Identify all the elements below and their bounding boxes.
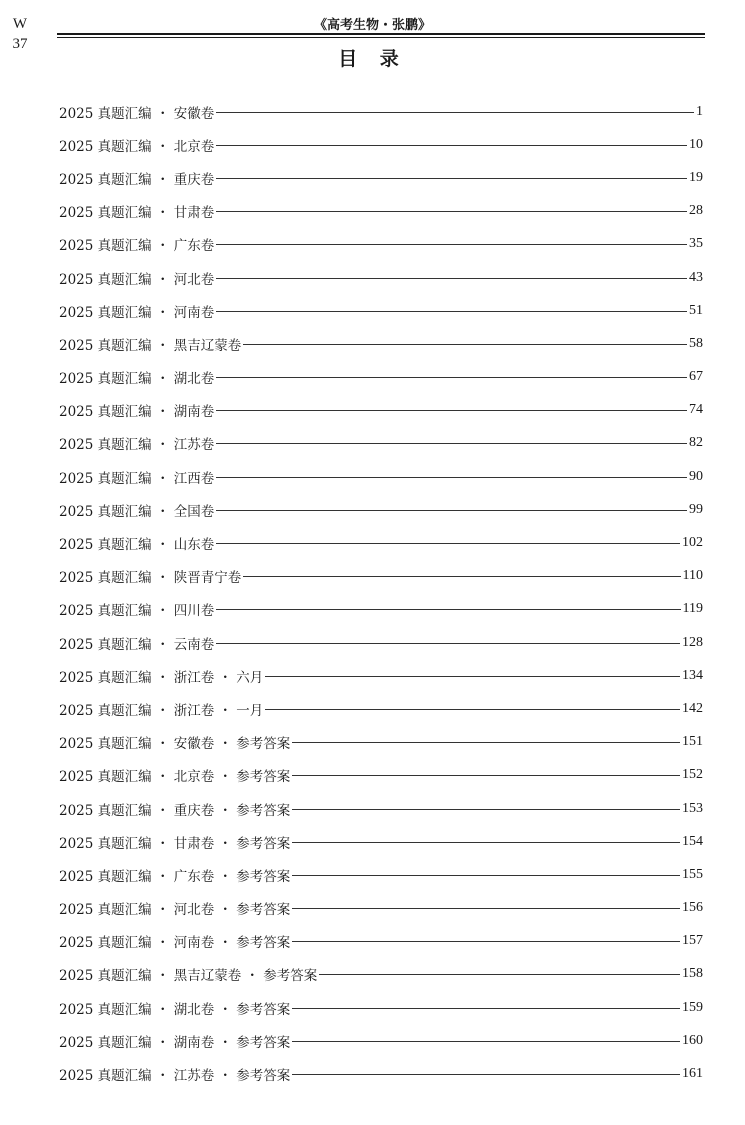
toc-leader-line <box>216 211 687 212</box>
toc-leader-line <box>243 576 680 577</box>
toc-entry[interactable] <box>59 294 703 327</box>
toc-entry-page-number: 35 <box>689 236 703 252</box>
toc-entry-label: 2025 真题汇编 ・ 北京卷 ・ 参考答案 <box>59 769 291 786</box>
toc-entry-label: 2025 真题汇编 ・ 全国卷 <box>59 503 215 520</box>
corner-mark-letter: W <box>12 16 28 32</box>
toc-entry-page-number: 10 <box>689 136 703 152</box>
toc-entry-page-number: 67 <box>689 369 703 385</box>
toc-leader-line <box>216 510 687 511</box>
toc-leader-line <box>319 974 680 975</box>
toc-entry-label: 2025 真题汇编 ・ 河南卷 <box>59 304 215 321</box>
toc-entry-label: 2025 真题汇编 ・ 四川卷 <box>59 603 215 620</box>
toc-leader-line <box>216 477 687 478</box>
toc-entry-page-number: 1 <box>696 103 703 119</box>
toc-entry-page-number: 128 <box>682 634 703 650</box>
toc-entry[interactable] <box>59 327 703 360</box>
toc-entry-page-number: 28 <box>689 203 703 219</box>
toc-entry[interactable] <box>59 858 703 891</box>
toc-leader-line <box>216 145 687 146</box>
toc-entry-page-number: 151 <box>682 734 703 750</box>
toc-leader-line <box>292 1074 680 1075</box>
toc-entry[interactable] <box>59 427 703 460</box>
toc-entry-label: 2025 真题汇编 ・ 安徽卷 ・ 参考答案 <box>59 736 291 753</box>
toc-entry[interactable] <box>59 991 703 1024</box>
toc-entry-page-number: 90 <box>689 468 703 484</box>
running-head: 《高考生物・张鹏》 <box>313 18 431 33</box>
toc-entry-label: 2025 真题汇编 ・ 陕晋青宁卷 <box>59 570 242 587</box>
toc-entry[interactable] <box>59 560 703 593</box>
toc-leader-line <box>292 809 680 810</box>
toc-entry-page-number: 99 <box>689 501 703 517</box>
toc-entry-label: 2025 真题汇编 ・ 湖南卷 ・ 参考答案 <box>59 1034 291 1051</box>
toc-entry-page-number: 58 <box>689 335 703 351</box>
toc-entry-label: 2025 真题汇编 ・ 甘肃卷 <box>59 205 215 222</box>
toc-entry-label: 2025 真题汇编 ・ 山东卷 <box>59 537 215 554</box>
toc-entry-label: 2025 真题汇编 ・ 湖南卷 <box>59 404 215 421</box>
toc-entry-page-number: 156 <box>682 900 703 916</box>
toc-entry-page-number: 134 <box>682 667 703 683</box>
toc-entry[interactable] <box>59 161 703 194</box>
toc-leader-line <box>292 842 680 843</box>
toc-entry[interactable] <box>59 925 703 958</box>
toc-leader-line <box>292 908 680 909</box>
toc-entry-label: 2025 真题汇编 ・ 甘肃卷 ・ 参考答案 <box>59 835 291 852</box>
toc-entry-label: 2025 真题汇编 ・ 北京卷 <box>59 138 215 155</box>
toc-entry-label: 2025 真题汇编 ・ 河南卷 ・ 参考答案 <box>59 935 291 952</box>
toc-entry[interactable] <box>59 460 703 493</box>
toc-entry-label: 2025 真题汇编 ・ 江苏卷 ・ 参考答案 <box>59 1068 291 1085</box>
header-rule-thin <box>57 37 705 38</box>
toc-entry[interactable] <box>59 95 703 128</box>
toc-entry-page-number: 142 <box>682 700 703 716</box>
toc-entry-page-number: 155 <box>682 866 703 882</box>
toc-entry[interactable] <box>59 759 703 792</box>
toc-entry-label: 2025 真题汇编 ・ 湖北卷 ・ 参考答案 <box>59 1001 291 1018</box>
toc-entry-page-number: 161 <box>682 1066 703 1082</box>
toc-entry[interactable] <box>59 361 703 394</box>
toc-leader-line <box>216 410 687 411</box>
header-rule-thick <box>57 33 705 35</box>
toc-entry-page-number: 19 <box>689 169 703 185</box>
toc-entry[interactable] <box>59 726 703 759</box>
toc-entry-page-number: 43 <box>689 269 703 285</box>
toc-entry-label: 2025 真题汇编 ・ 江苏卷 <box>59 437 215 454</box>
toc-entry-label: 2025 真题汇编 ・ 黑吉辽蒙卷 <box>59 337 242 354</box>
table-of-contents <box>59 95 703 1091</box>
toc-entry-page-number: 159 <box>682 999 703 1015</box>
toc-entry[interactable] <box>59 493 703 526</box>
toc-leader-line <box>216 543 680 544</box>
toc-leader-line <box>292 742 680 743</box>
corner-mark-number: 37 <box>12 36 28 52</box>
toc-leader-line <box>216 244 687 245</box>
toc-entry[interactable] <box>59 228 703 261</box>
page-title: 目 录 <box>338 48 407 70</box>
toc-entry-page-number: 152 <box>682 767 703 783</box>
toc-leader-line <box>292 1008 680 1009</box>
toc-entry[interactable] <box>59 626 703 659</box>
toc-entry-label: 2025 真题汇编 ・ 江西卷 <box>59 470 215 487</box>
toc-leader-line <box>216 443 687 444</box>
toc-entry-label: 2025 真题汇编 ・ 重庆卷 ・ 参考答案 <box>59 802 291 819</box>
toc-entry[interactable] <box>59 593 703 626</box>
toc-entry-label: 2025 真题汇编 ・ 广东卷 ・ 参考答案 <box>59 868 291 885</box>
toc-entry-page-number: 110 <box>682 568 703 584</box>
toc-entry[interactable] <box>59 128 703 161</box>
toc-entry-page-number: 157 <box>682 933 703 949</box>
toc-entry-label: 2025 真题汇编 ・ 浙江卷 ・ 一月 <box>59 702 264 719</box>
toc-entry[interactable] <box>59 958 703 991</box>
toc-entry-label: 2025 真题汇编 ・ 湖北卷 <box>59 371 215 388</box>
toc-entry[interactable] <box>59 526 703 559</box>
toc-entry[interactable] <box>59 825 703 858</box>
toc-entry-label: 2025 真题汇编 ・ 浙江卷 ・ 六月 <box>59 669 264 686</box>
toc-entry-label: 2025 真题汇编 ・ 重庆卷 <box>59 171 215 188</box>
toc-entry[interactable] <box>59 892 703 925</box>
toc-entry[interactable] <box>59 659 703 692</box>
toc-entry-page-number: 158 <box>682 966 703 982</box>
toc-leader-line <box>216 377 687 378</box>
toc-leader-line <box>292 775 680 776</box>
toc-entry[interactable] <box>59 195 703 228</box>
toc-entry-label: 2025 真题汇编 ・ 河北卷 ・ 参考答案 <box>59 902 291 919</box>
toc-entry[interactable] <box>59 792 703 825</box>
toc-leader-line <box>265 709 680 710</box>
toc-entry-label: 2025 真题汇编 ・ 广东卷 <box>59 238 215 255</box>
toc-leader-line <box>243 344 687 345</box>
toc-entry[interactable] <box>59 1024 703 1057</box>
toc-entry-label: 2025 真题汇编 ・ 安徽卷 <box>59 105 215 122</box>
toc-entry-page-number: 82 <box>689 435 703 451</box>
toc-entry-label: 2025 真题汇编 ・ 河北卷 <box>59 271 215 288</box>
toc-entry[interactable] <box>59 261 703 294</box>
toc-leader-line <box>265 676 680 677</box>
toc-entry-page-number: 102 <box>682 535 703 551</box>
toc-entry-page-number: 160 <box>682 1032 703 1048</box>
toc-leader-line <box>216 178 687 179</box>
toc-entry-page-number: 154 <box>682 833 703 849</box>
toc-leader-line <box>292 1041 680 1042</box>
toc-entry-label: 2025 真题汇编 ・ 黑吉辽蒙卷 ・ 参考答案 <box>59 968 318 985</box>
toc-leader-line <box>292 875 680 876</box>
toc-entry-label: 2025 真题汇编 ・ 云南卷 <box>59 636 215 653</box>
toc-entry[interactable] <box>59 394 703 427</box>
toc-leader-line <box>216 278 687 279</box>
toc-leader-line <box>216 609 680 610</box>
toc-entry[interactable] <box>59 1057 703 1090</box>
toc-leader-line <box>216 643 680 644</box>
toc-entry-page-number: 74 <box>689 402 703 418</box>
toc-leader-line <box>216 112 694 113</box>
toc-entry[interactable] <box>59 692 703 725</box>
toc-entry-page-number: 153 <box>682 800 703 816</box>
toc-entry-page-number: 119 <box>682 601 703 617</box>
toc-leader-line <box>216 311 687 312</box>
toc-entry-page-number: 51 <box>689 302 703 318</box>
toc-leader-line <box>292 941 680 942</box>
